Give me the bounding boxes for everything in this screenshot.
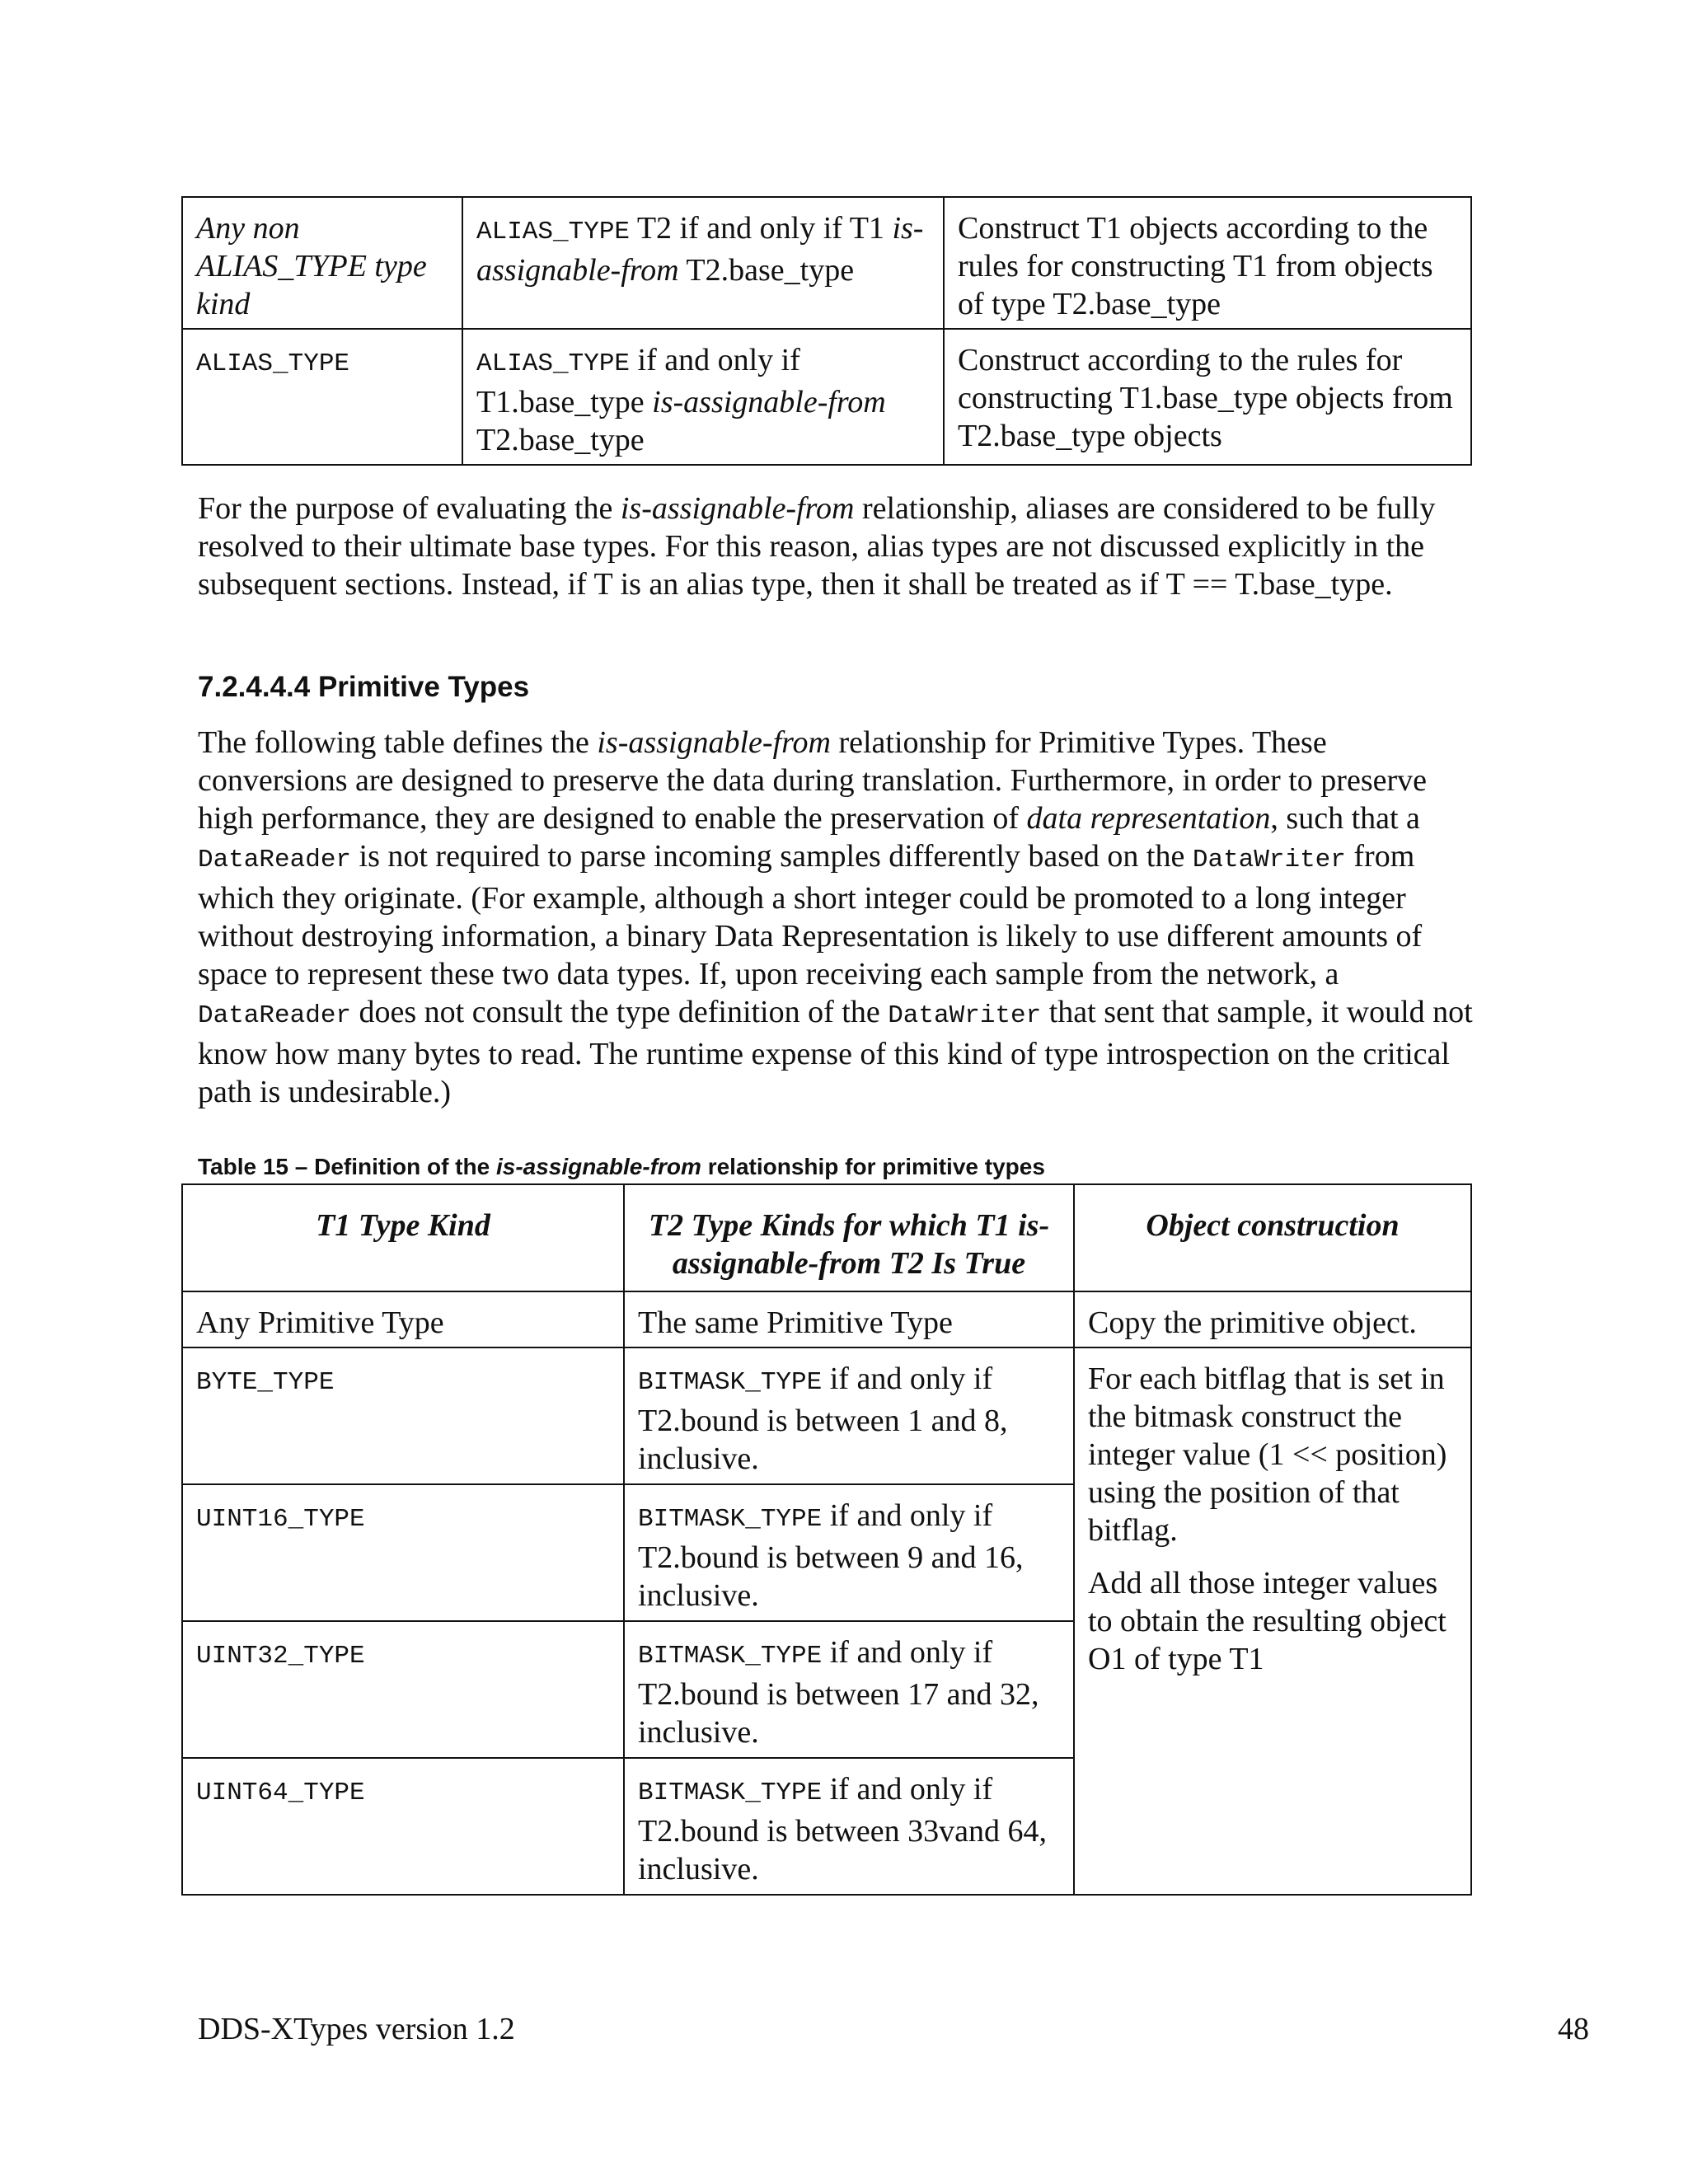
code-text: BITMASK_TYPE <box>638 1368 823 1397</box>
table-cell <box>182 329 462 465</box>
table-cell <box>944 329 1471 465</box>
code-text: UINT16_TYPE <box>196 1505 365 1534</box>
table-cell <box>182 197 462 329</box>
table-cell <box>624 1758 1074 1895</box>
table-cell <box>944 197 1471 329</box>
italic-term: is-assignable-from <box>652 385 886 419</box>
body-paragraph: The following table defines the is-assignable-from relationship for Primitive Types. These conversions are designed to preserve the data during translation. Furthermore, in order to preserve high performance, they are designed to enable the preservation of data representation, such that a DataReader is not required to parse incoming samples differently based on the DataWriter from which they originate. (For example, although a short integer could be promoted to a long integer without destroying information, a binary Data Representation is likely to use different amounts of space to represent these two data types. If, upon receiving each sample from the network, a DataReader does not consult the type definition of the DataWriter that sent that sample, it would not know how many bytes to read. The runtime expense of this kind of type introspection on the critical path is undesirable.) <box>198 725 1473 1109</box>
cell-text: if and only if T2.bound is between 17 and 32, inclusive. <box>638 1635 1039 1750</box>
code-text: ALIAS_TYPE <box>476 218 631 246</box>
table-cell <box>624 1347 1074 1484</box>
code-text: DataWriter <box>888 1001 1042 1030</box>
cell-text: For each bitflag that is set in the bitmask construct the integer value (1 << position) using the position of that bitflag. <box>1088 1361 1447 1548</box>
column-header: T1 Type Kind <box>182 1184 624 1291</box>
table-row <box>182 197 1471 329</box>
column-header: Object construction <box>1074 1184 1471 1291</box>
table-cell <box>462 197 944 329</box>
alias-table <box>181 196 1472 466</box>
code-text: UINT32_TYPE <box>196 1642 365 1671</box>
cell-text: T2.base_type <box>678 253 855 288</box>
footer-doc-title: DDS-XTypes version 1.2 <box>198 2012 515 2046</box>
italic-term: data representation <box>1026 801 1271 836</box>
table-cell-construction <box>1074 1347 1471 1895</box>
table-cell: The same Primitive Type <box>624 1291 1074 1347</box>
cell-text: Construct T1 objects according to the rules for constructing T1 from objects of type T2.base_type <box>958 211 1433 321</box>
table-cell <box>462 329 944 465</box>
column-header: T2 Type Kinds for which T1 is-assignable-from T2 Is True <box>624 1184 1074 1291</box>
code-text: BITMASK_TYPE <box>638 1505 823 1534</box>
table-cell: Copy the primitive object. <box>1074 1291 1471 1347</box>
cell-text: Construct according to the rules for constructing T1.base_type objects from T2.base_type objects <box>958 343 1453 453</box>
italic-term: is-assignable-from <box>476 211 924 288</box>
table-cell: Any Primitive Type <box>182 1291 624 1347</box>
cell-text: Add all those integer values to obtain the resulting object O1 of type T1 <box>1088 1566 1447 1676</box>
table-cell <box>182 1758 624 1895</box>
page-number: 48 <box>1558 2012 1589 2046</box>
cell-text: if and only if T2.bound is between 33vand 64, inclusive. <box>638 1772 1048 1886</box>
code-text: DataReader <box>198 846 352 874</box>
italic-term: is-assignable-from <box>620 491 855 526</box>
table-cell <box>624 1621 1074 1758</box>
code-text: DataWriter <box>1192 846 1346 874</box>
table-cell <box>624 1484 1074 1621</box>
cell-text: if and only if T2.bound is between 1 and 8, inclusive. <box>638 1361 1008 1476</box>
table-row <box>182 329 1471 465</box>
italic-term: is-assignable-from <box>495 1154 701 1179</box>
code-text: BYTE_TYPE <box>196 1368 335 1397</box>
cell-text: T2 if and only if T1 <box>630 211 893 246</box>
cell-text: T2.base_type <box>476 423 645 457</box>
code-text: DataReader <box>198 1001 352 1030</box>
section-heading: 7.2.4.4.4 Primitive Types <box>198 671 530 703</box>
cell-text: if and only if T2.bound is between 9 and 16, inclusive. <box>638 1498 1024 1613</box>
code-text: BITMASK_TYPE <box>638 1779 823 1807</box>
cell-text: Any non ALIAS_TYPE type kind <box>196 211 427 321</box>
code-text: BITMASK_TYPE <box>638 1642 823 1671</box>
table-row <box>182 1291 1471 1347</box>
table-row <box>182 1347 1471 1484</box>
table-cell <box>182 1347 624 1484</box>
primitive-types-table <box>181 1183 1472 1896</box>
italic-term: is-assignable-from <box>597 725 831 760</box>
cell-text: if and only if T1.base_type <box>476 343 800 419</box>
code-text: ALIAS_TYPE <box>476 349 631 378</box>
table-cell <box>182 1621 624 1758</box>
code-text: ALIAS_TYPE <box>196 349 350 378</box>
table-cell <box>182 1484 624 1621</box>
table-header-row <box>182 1184 1471 1291</box>
body-paragraph: For the purpose of evaluating the is-assignable-from relationship, aliases are considered to be fully resolved to their ultimate base types. For this reason, alias types are not discussed explicitly in the subsequent sections. Instead, if T is an alias type, then it shall be treated as if T == T.base_type. <box>198 491 1436 602</box>
table-caption: Table 15 – Definition of the is-assignable-from relationship for primitive types <box>198 1154 1045 1179</box>
code-text: UINT64_TYPE <box>196 1779 365 1807</box>
